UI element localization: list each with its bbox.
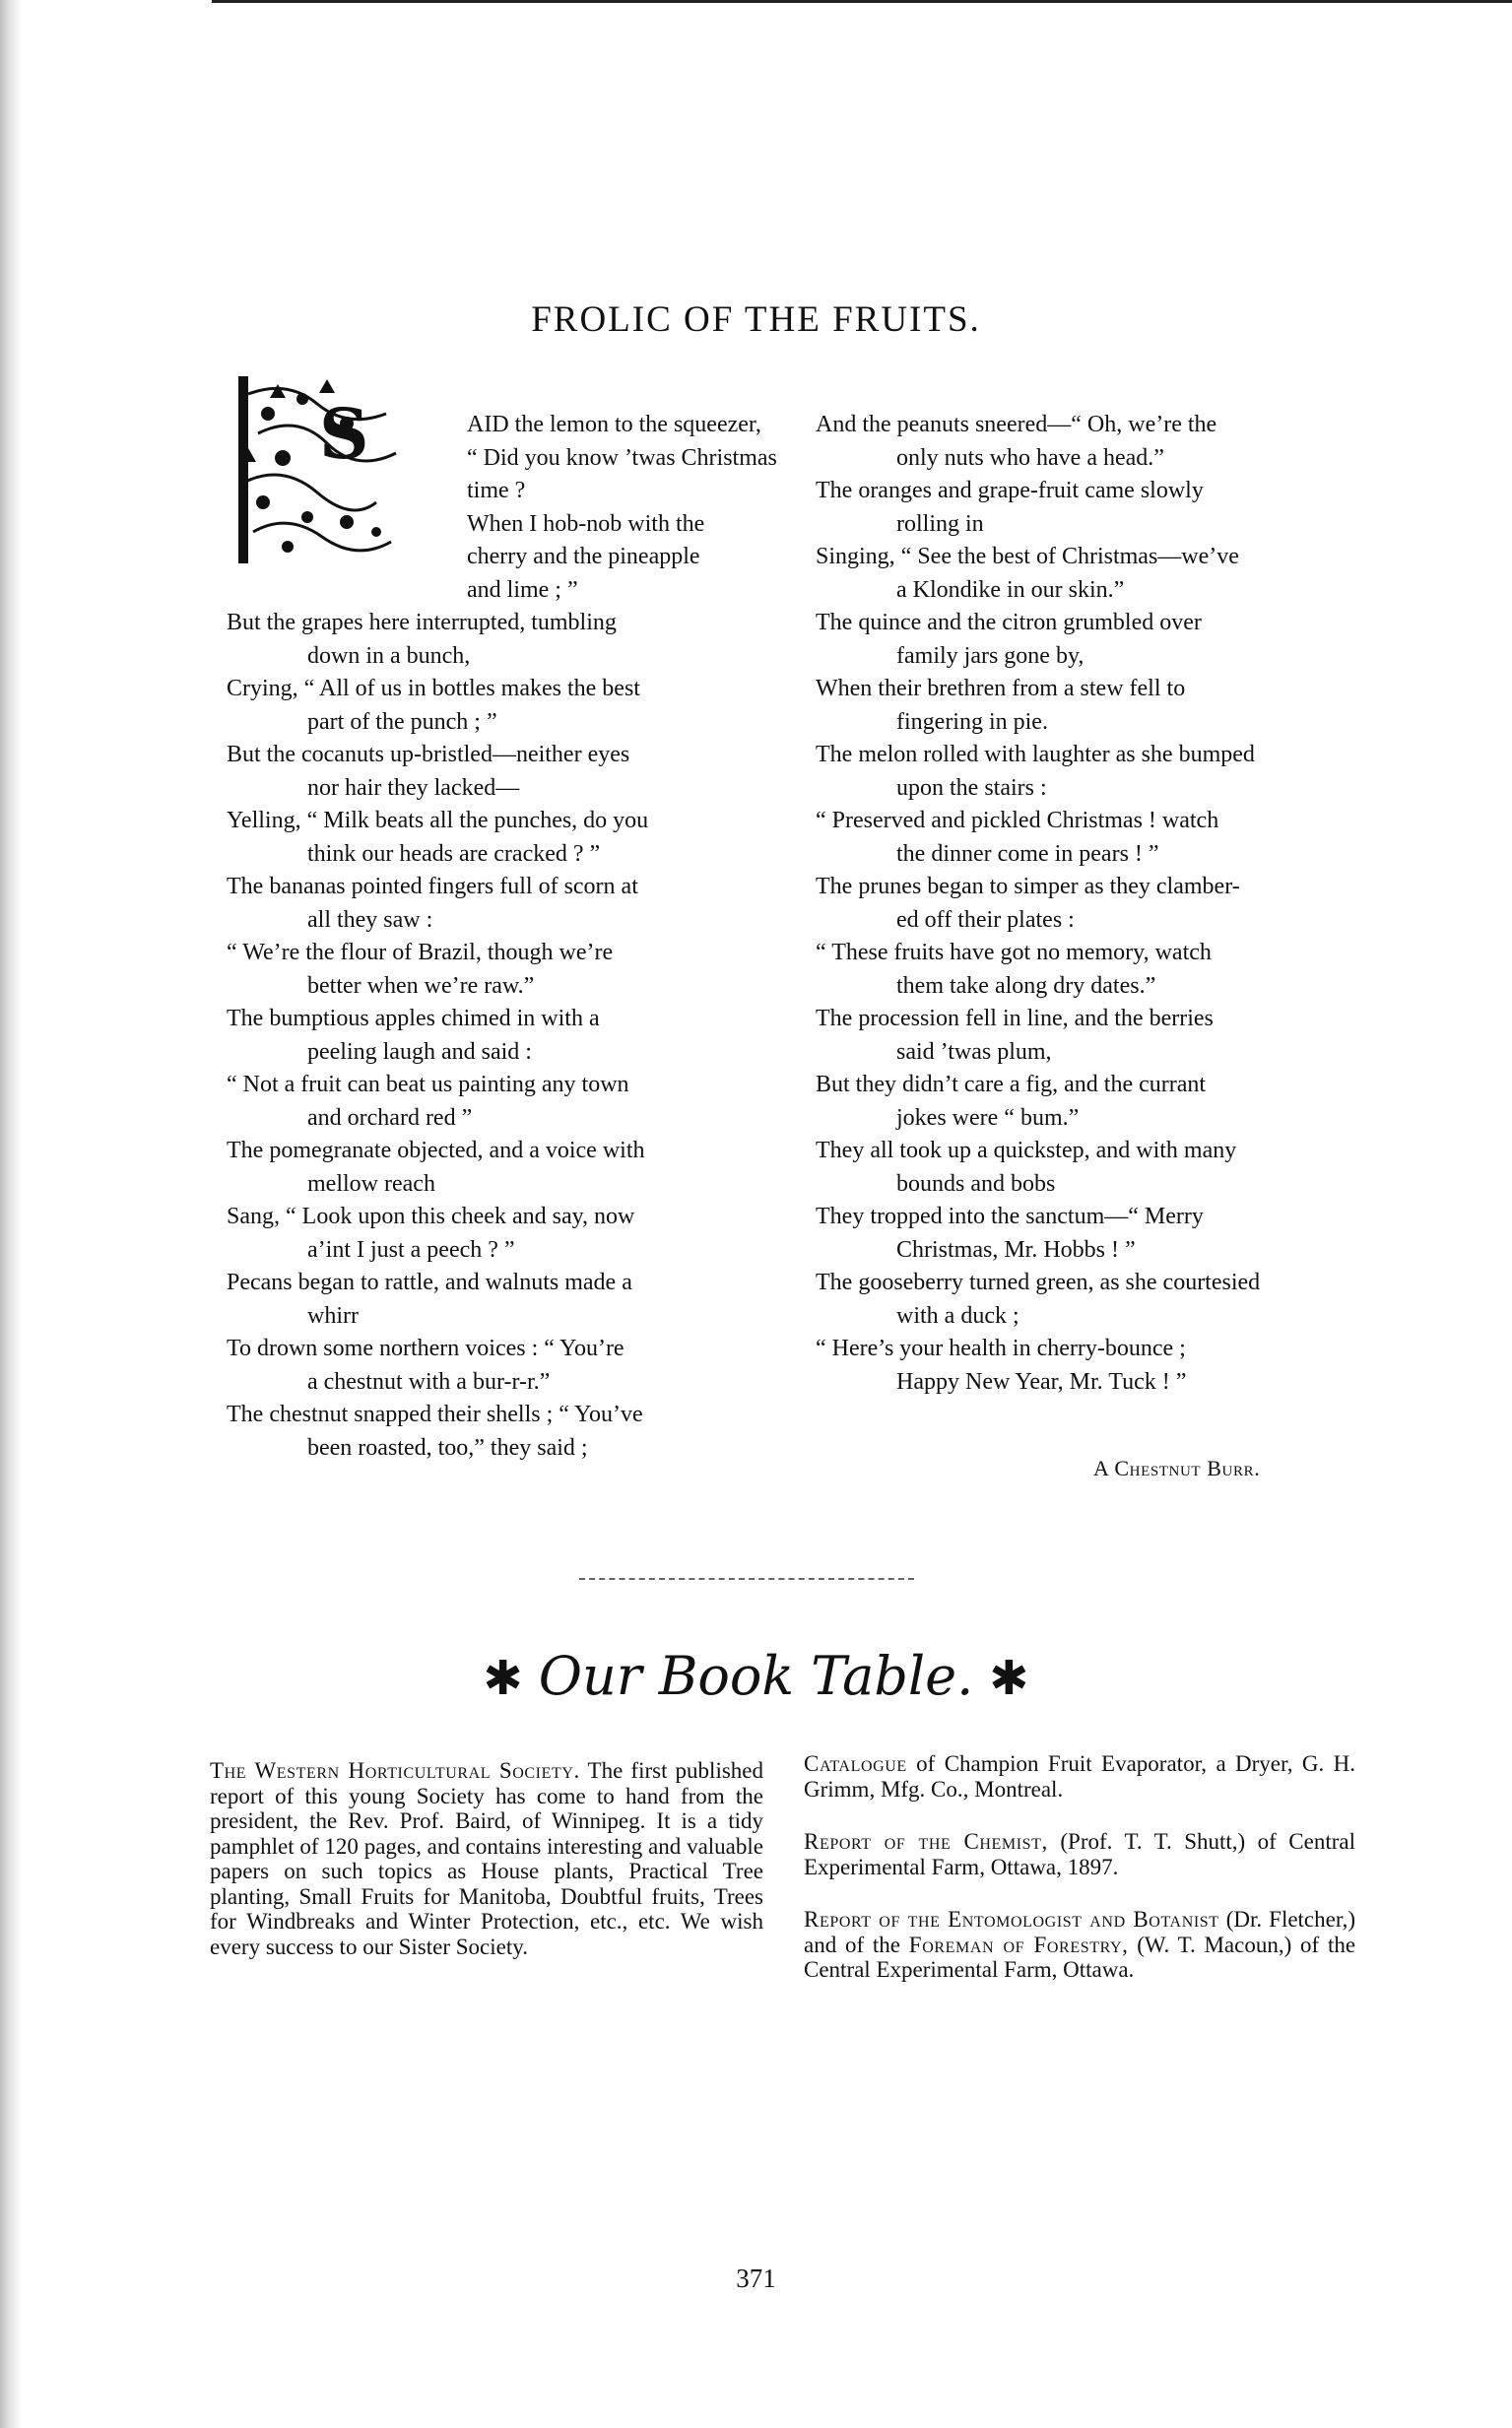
poem-line: a’int I just a peech ? ” (307, 1236, 515, 1263)
poem-line: ed off their plates : (896, 906, 1075, 933)
poem-line: fingering in pie. (896, 708, 1048, 735)
poem-line: The bumptious apples chimed in with a (227, 1006, 600, 1031)
poem-line: with a duck ; (896, 1302, 1019, 1329)
poem-line: But they didn’t care a fig, and the currant (816, 1072, 1207, 1097)
poem-line: The quince and the citron grumbled over (816, 610, 1202, 635)
book-table-heading (0, 1645, 1512, 1707)
poem-line: said ’twas plum, (896, 1038, 1052, 1065)
poem-line: all they saw : (307, 906, 433, 933)
poem-line: When I hob-nob with the (467, 510, 705, 537)
book-entry-heading: Catalogue (804, 1751, 907, 1776)
book-entry-entomologist (804, 1907, 1355, 1983)
poem-line: Crying, “ All of us in bottles makes the best (227, 676, 640, 701)
poem-line: The gooseberry turned green, as she courtesied (816, 1270, 1261, 1295)
book-entry-western-horticultural (210, 1758, 763, 1959)
poem-line: And the peanuts sneered—“ Oh, we’re the (816, 412, 1217, 437)
poem-line: Christmas, Mr. Hobbs ! ” (896, 1236, 1136, 1263)
poem-line: cherry and the pineapple (467, 544, 700, 569)
poem-line: Pecans began to rattle, and walnuts made a (227, 1270, 632, 1295)
book-entry-catalogue (804, 1751, 1355, 1802)
poem-line: better when we’re raw.” (307, 972, 535, 999)
poem-line: The procession fell in line, and the berries (816, 1006, 1214, 1031)
poem-column-right (816, 409, 1372, 1399)
poem-line: part of the punch ; ” (307, 708, 497, 735)
poem-line: rolling in (896, 510, 984, 537)
book-entry-body: (Dr. Fletcher,) and of the (804, 1907, 1355, 1957)
poem-line: They all took up a quickstep, and with many (816, 1138, 1237, 1163)
poem-line: AID the lemon to the squeezer, (467, 412, 761, 437)
poem-line: them take along dry dates.” (896, 972, 1156, 999)
book-entry-chemist (804, 1829, 1355, 1879)
poem-line: and orchard red ” (307, 1104, 473, 1131)
poem-line: “ We’re the flour of Brazil, though we’re (227, 940, 614, 965)
poem-line: the dinner come in pears ! ” (896, 840, 1159, 867)
poem-line: The chestnut snapped their shells ; “ You’ve (227, 1402, 643, 1427)
poem-line: When their brethren from a stew fell to (816, 676, 1186, 701)
poem-line: To drown some northern voices : “ You’re (227, 1336, 625, 1361)
poem-line: whirr (307, 1302, 359, 1329)
poem-line: “ Here’s your health in cherry-bounce ; (816, 1336, 1186, 1361)
poem-line: The melon rolled with laughter as she bumped (816, 742, 1255, 767)
book-entry-heading: Report of the Entomologist and Botanist (804, 1907, 1219, 1932)
poem-line: only nuts who have a head.” (896, 444, 1164, 471)
poem-line: a Klondike in our skin.” (896, 576, 1125, 603)
poem-line: a chestnut with a bur-r-r.” (307, 1368, 551, 1395)
section-divider (579, 1578, 914, 1580)
top-rule (212, 0, 1512, 3)
poem-line: and lime ; ” (467, 576, 578, 603)
poem-line: “ Did you know ’twas Christmas (467, 444, 777, 471)
poem-line: But the cocanuts up-bristled—neither eyes (227, 742, 630, 767)
svg-text:S: S (319, 393, 369, 475)
poem-line: been roasted, too,” they said ; (307, 1434, 588, 1461)
poem-title: FROLIC OF THE FRUITS. (531, 298, 981, 340)
asterisk-ornament-icon: ✱ (483, 1651, 523, 1706)
poem-line: Yelling, “ Milk beats all the punches, do you (227, 808, 649, 833)
poem-line: mellow reach (307, 1170, 435, 1197)
poem-line: But the grapes here interrupted, tumbling (227, 610, 617, 635)
poem-line: bounds and bobs (896, 1170, 1056, 1197)
book-entry-body: (W. T. Macoun,) of the Central Experimental Farm, Ottawa. (804, 1932, 1356, 1982)
poem-line: “ Preserved and pickled Christmas ! watch (816, 808, 1219, 833)
book-entry-body: The first published report of this young Society has come to hand from the president, the Rev. Prof. Baird, of Winnipeg. It is a tidy pamphlet of 120 pages, and contains interesting and valuable papers on such topics as House plants, Practical Tree planting, Small Fruits for Manitoba, Doubtful fruits, Trees for Windbreaks and Winter Protection, etc., etc. We wish every success to our Sister Society. (210, 1758, 763, 1959)
poem-line: “ These fruits have got no memory, watch (816, 940, 1212, 965)
poem-line: nor hair they lacked— (307, 774, 520, 801)
poem-line: family jars gone by, (896, 642, 1085, 669)
poem-line: time ? (467, 478, 526, 503)
poem-line: think our heads are cracked ? ” (307, 840, 601, 867)
page-number: 371 (736, 2264, 776, 2293)
poem-line: Happy New Year, Mr. Tuck ! ” (896, 1368, 1187, 1395)
poem-line: down in a bunch, (307, 642, 471, 669)
poem-line: “ Not a fruit can beat us painting any town (227, 1072, 629, 1097)
poem-line: Sang, “ Look upon this cheek and say, now (227, 1204, 635, 1229)
poem-line: upon the stairs : (896, 774, 1047, 801)
poem-line: The oranges and grape-fruit came slowly (816, 478, 1204, 503)
book-table-column-right (804, 1751, 1355, 2010)
page-edge-shadow (0, 0, 22, 2428)
book-entry-heading: Report of the Chemist, (804, 1829, 1048, 1854)
poem-line: The bananas pointed fingers full of scorn at (227, 874, 638, 899)
book-table-column-left (210, 1758, 763, 1987)
asterisk-ornament-icon: ✱ (989, 1651, 1029, 1706)
poem-column-left (227, 409, 778, 1465)
book-table-title: Our Book Table. (538, 1645, 974, 1707)
book-entry-heading: The Western Horticultural Society. (210, 1758, 580, 1783)
poem-line: jokes were “ bum.” (896, 1104, 1080, 1131)
book-entry-heading: Foreman of Forestry, (908, 1932, 1129, 1957)
poem-line: Singing, “ See the best of Christmas—we’ve (816, 544, 1239, 569)
poem-line: They tropped into the sanctum—“ Merry (816, 1204, 1204, 1229)
poem-signature: A Chestnut Burr. (1093, 1456, 1261, 1480)
poem-line: The prunes began to simper as they clamber- (816, 874, 1240, 899)
book-entry-body: (Prof. T. T. Shutt,) of Central Experimental Farm, Ottawa, 1897. (804, 1829, 1356, 1879)
poem-line: The pomegranate objected, and a voice with (227, 1138, 645, 1163)
poem-line: peeling laugh and said : (307, 1038, 532, 1065)
book-entry-body: of Champion Fruit Evaporator, a Dryer, G. H. Grimm, Mfg. Co., Montreal. (804, 1751, 1355, 1802)
